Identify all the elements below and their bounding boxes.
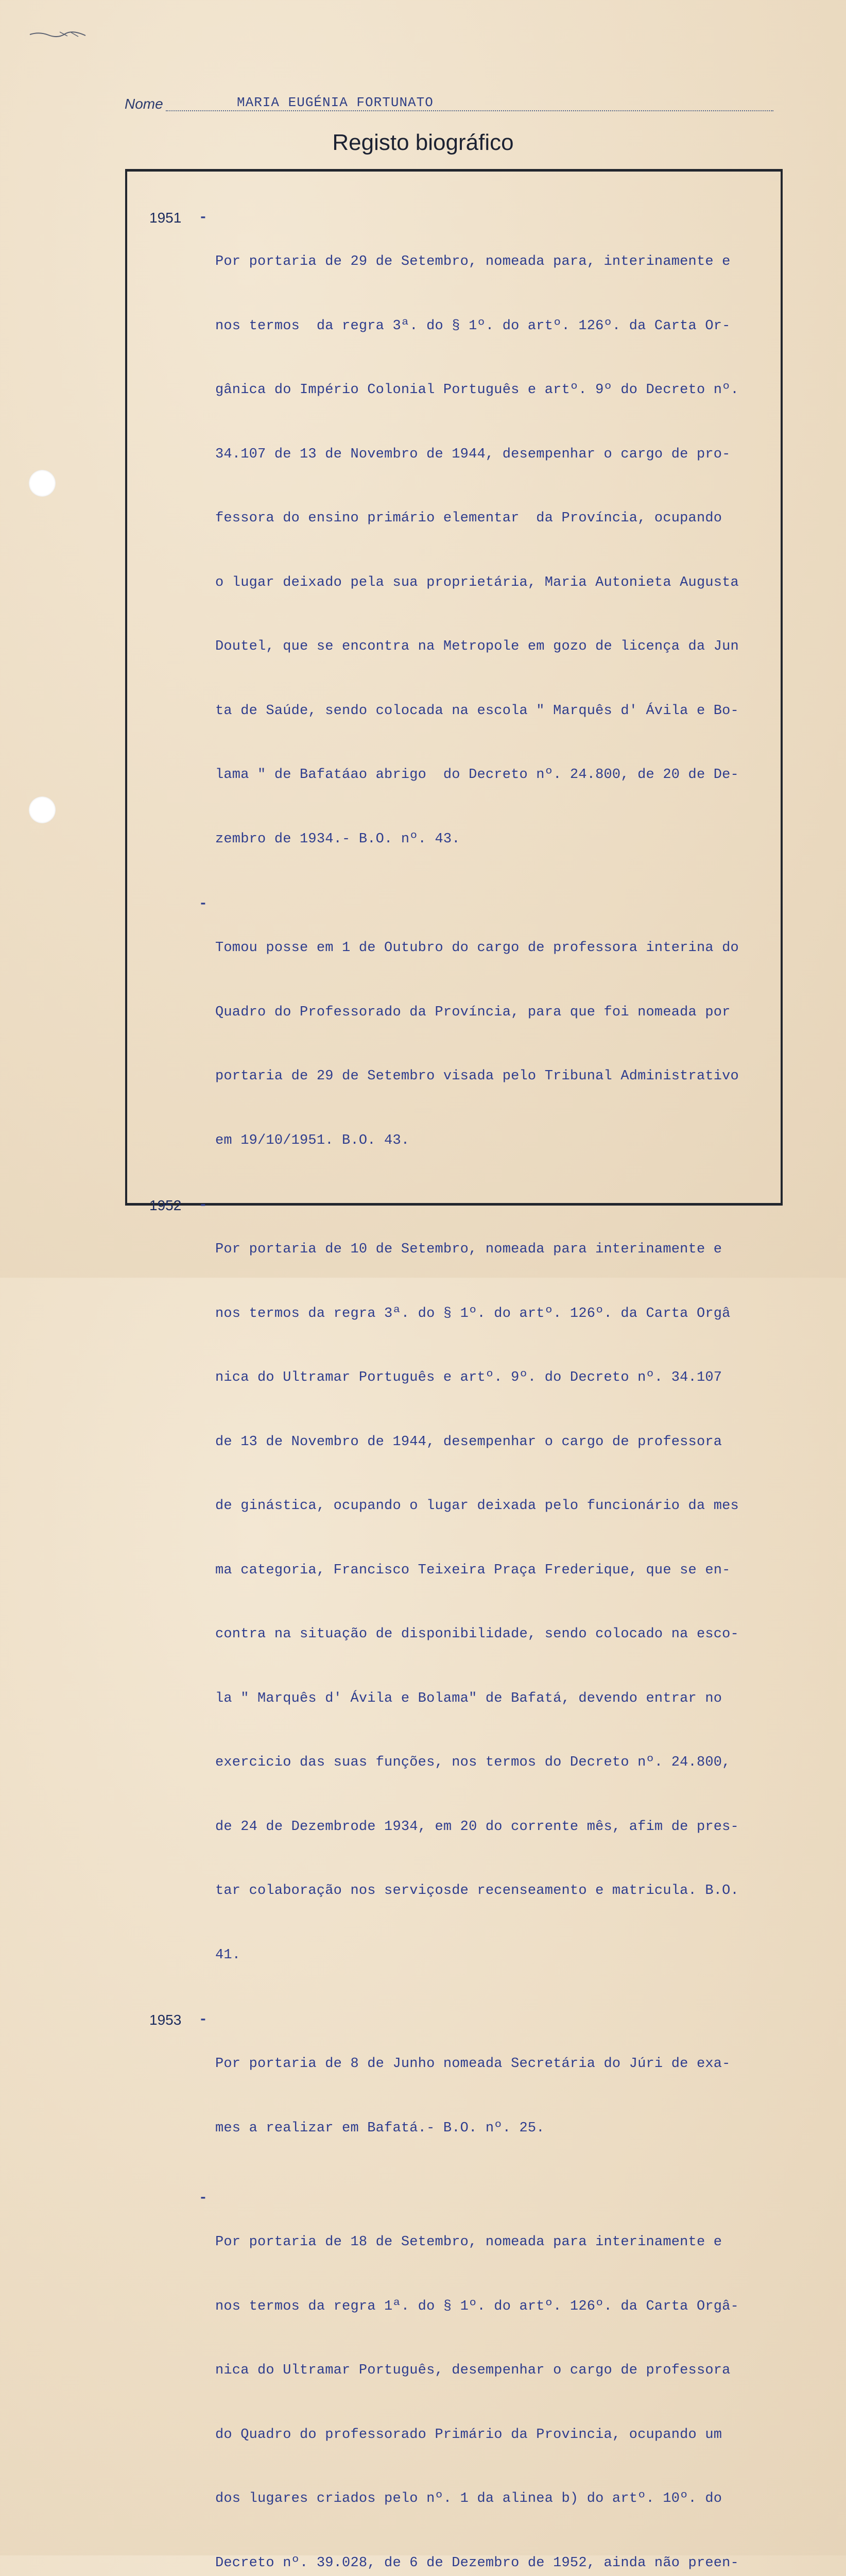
entry-line: o lugar deixado pela sua proprietária, Maria Autonieta Augusta	[215, 574, 739, 590]
name-dotted-line	[166, 110, 773, 111]
entry-line: Decreto nº. 39.028, de 6 de Dezembro de 1952, ainda não preen-	[215, 2555, 739, 2571]
ink-scribble-mark	[29, 30, 91, 38]
entry-line: exercicio das suas funções, nos termos do Decreto nº. 24.800,	[215, 1755, 731, 1770]
entry-line: 41.	[215, 1947, 241, 1963]
entry-year: 1951	[149, 210, 182, 226]
entry-dash: -	[199, 1197, 208, 1213]
entry-line: Por portaria de 8 de Junho nomeada Secretária do Júri de exa-	[215, 2056, 731, 2072]
punch-hole-top	[29, 470, 56, 497]
entry-line: nos termos da regra 3ª. do § 1º. do artº. 126º. da Carta Orgâ	[215, 1306, 731, 1321]
punch-hole-bottom	[29, 796, 56, 823]
entry-line: gânica do Império Colonial Português e artº. 9º do Decreto nº.	[215, 382, 739, 398]
entry-line: zembro de 1934.- B.O. nº. 43.	[215, 831, 460, 847]
entry-line: em 19/10/1951. B.O. 43.	[215, 1132, 410, 1148]
entry-line: Por portaria de 29 de Setembro, nomeada para, interinamente e	[215, 254, 731, 269]
entry-dash: -	[199, 2190, 208, 2206]
entry-year: 1953	[149, 2012, 182, 2028]
entry-line: nos termos da regra 1ª. do § 1º. do artº. 126º. da Carta Orgâ-	[215, 2298, 739, 2314]
record-entries	[149, 209, 780, 2576]
entry-line: nos termos da regra 3ª. do § 1º. do artº. 126º. da Carta Or-	[215, 318, 731, 334]
entry-line: ta de Saúde, sendo colocada na escola " Marquês d' Ávila e Bo-	[215, 703, 739, 719]
entry-line: fessora do ensino primário elementar da Província, ocupando	[215, 511, 722, 526]
entry-line: Quadro do Professorado da Província, para que foi nomeada por	[215, 1004, 731, 1020]
entry-line: Por portaria de 18 de Setembro, nomeada para interinamente e	[215, 2234, 722, 2250]
entry-dash: -	[199, 2012, 208, 2028]
entry-line: dos lugares criados pelo nº. 1 da alinea b) do artº. 10º. do	[215, 2491, 722, 2506]
entry-line: de 13 de Novembro de 1944, desempenhar o cargo de professora	[215, 1434, 722, 1450]
entry-line: Tomou posse em 1 de Outubro do cargo de professora interina do	[215, 940, 739, 956]
entry-1953-juri	[149, 2011, 780, 2182]
entry-line: mes a realizar em Bafatá.- B.O. nº. 25.	[215, 2120, 545, 2136]
entry-dash: -	[199, 210, 208, 226]
entry-line: Por portaria de 10 de Setembro, nomeada para interinamente e	[215, 1242, 722, 1257]
entry-line: nica do Ultramar Português e artº. 9º. do Decreto nº. 34.107	[215, 1370, 722, 1385]
name-field	[125, 93, 773, 113]
entry-line: tar colaboração nos serviçosde recenseamento e matricula. B.O.	[215, 1883, 739, 1899]
entry-line: portaria de 29 de Setembro visada pelo Tribunal Administrativo	[215, 1069, 739, 1084]
name-value: MARIA EUGÉNIA FORTUNATO	[237, 95, 434, 110]
entry-line: de 24 de Dezembrode 1934, em 20 do corrente mês, afim de pres-	[215, 1819, 739, 1835]
entry-1952-nomination	[149, 1196, 780, 2009]
entry-line: Doutel, que se encontra na Metropole em gozo de licença da Jun	[215, 639, 739, 654]
entry-line: lama " de Bafatáao abrigo do Decreto nº. 24.800, de 20 de De-	[215, 767, 739, 783]
entry-line: do Quadro do professorado Primário da Provincia, ocupando um	[215, 2427, 722, 2443]
entry-dash: -	[199, 896, 208, 912]
entry-1951-nomination	[149, 209, 780, 893]
page-title: Registo biográfico	[332, 130, 514, 155]
entry-line: de ginástica, ocupando o lugar deixada pelo funcionário da mes	[215, 1498, 739, 1514]
entry-1953-nomination	[149, 2189, 780, 2576]
entry-year: 1952	[149, 1197, 182, 1213]
entry-line: contra na situação de disponibilidade, sendo colocado na esco-	[215, 1626, 739, 1642]
entry-1951-posse	[149, 895, 780, 1194]
entry-line: la " Marquês d' Ávila e Bolama" de Bafatá, devendo entrar no	[215, 1690, 722, 1706]
entry-line: 34.107 de 13 de Novembro de 1944, desempenhar o cargo de pro-	[215, 446, 731, 462]
name-label: Nome	[125, 96, 163, 112]
entry-line: ma categoria, Francisco Teixeira Praça Frederique, que se en-	[215, 1562, 731, 1578]
entry-line: nica do Ultramar Português, desempenhar o cargo de professora	[215, 2363, 731, 2378]
